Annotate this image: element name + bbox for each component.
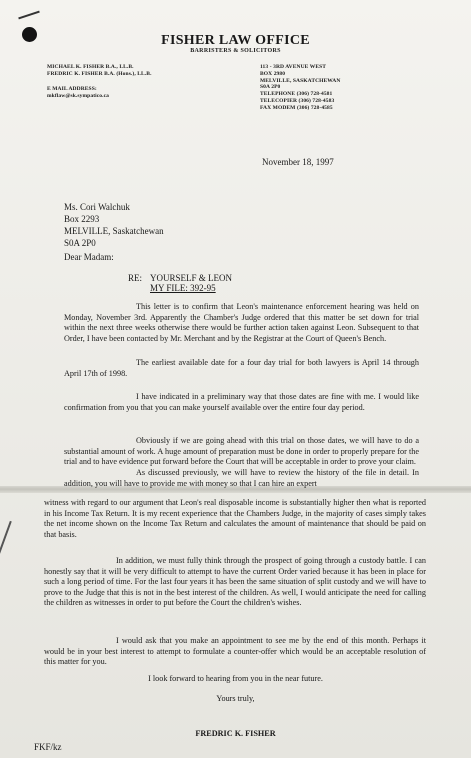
body-paragraph: I look forward to hearing from you in the near future. [148,674,323,683]
recipient-address [64,201,164,249]
letter-date: November 18, 1997 [262,157,334,167]
partners-block [47,64,152,78]
partner-line: FREDRIC K. FISHER B.A. (Hons.), LL.B. [47,70,152,77]
body-paragraph: Obviously if we are going ahead with this trial on those dates, we will have to do a substantial amount of work. A huge amount of preparation must be done in order to properly prepare for the trial and to have evidence put forward before the Court that will be acceptable in order to prove your claim. [64,436,419,467]
address-line: TELECOPIER (306) 728-4583 [260,97,335,104]
partner-line: MICHAEL K. FISHER B.A., LL.B. [47,64,134,70]
salutation: Dear Madam: [64,252,114,262]
pen-mark [0,521,12,559]
firm-name: FISHER LAW OFFICE [161,33,310,48]
pen-mark [18,11,40,20]
address-line: FAX MODEM (306) 728-4585 [260,104,333,111]
re-label: RE: [128,273,143,283]
email-address: mkflaw@sk.sympatico.ca [47,92,110,99]
firm-address-block [260,64,340,112]
recipient-line: MELVILLE, Saskatchewan [64,226,164,236]
recipient-line: Box 2293 [64,214,100,224]
firm-subtitle: BARRISTERS & SOLICITORS [190,48,281,54]
re-subject: YOURSELF & LEON [150,273,233,283]
body-paragraph: I have indicated in a preliminary way that those dates are fine with me. I would like confirmation from you that you can make yourself available over the entire four day period. [64,392,419,412]
address-line: 113 - 3RD AVENUE WEST [260,64,327,70]
body-paragraph: As discussed previously, we will have to review the history of the file in detail. In addition, you will have to provide me with money so that I can hire an expert [64,468,419,488]
email-block [47,86,109,100]
signatory-name: FREDRIC K. FISHER [195,729,276,738]
body-paragraph: In addition, we must fully think through the prospect of going through a custody battle. I can honestly say that it will be very difficult to attempt to have the current Order varied because it has been in place for such a long period of time. For the last four years it has been the same situation of split custody and we will have to prove to the Judge that this is not in the best interest of the children. As well, I would anticipate the need for calling the children as witnesses in order to put before the Court the children's wishes. [44,556,426,608]
recipient-line: Ms. Cori Walchuk [64,202,130,212]
body-paragraph: The earliest available date for a four day trial for both lawyers is April 14 through April 17th of 1998. [64,358,419,378]
address-line: S0A 2P0 [260,84,281,91]
address-line: BOX 2980 [260,70,286,77]
body-paragraph: This letter is to confirm that Leon's maintenance enforcement hearing was held on Monday, November 3rd. Apparently the Chamber's Judge ordered that this matter be set down for trial within the next three weeks otherwise there would be further action taken against Leon. Subsequent to that Order, I have been contacted by Mr. Merchant and by the Registrar at the Court of Queen's Bench. [64,302,419,343]
body-paragraph: witness with regard to our argument that Leon's real disposable income is substantially higher then what is reported in his Income Tax Return. It is my recent experience that the Chambers Judge, in the majority of cases simply takes the net income shown on the Income Tax Return and calculates the amount of maintenance that should be paid on that basis. [44,498,426,539]
re-file-number: MY FILE: 392-95 [150,283,216,293]
closing: Yours truly, [216,694,255,703]
address-line: MELVILLE, SASKATCHEWAN [260,77,341,84]
typist-initials: FKF/kz [34,742,62,752]
email-label: E MAIL ADDRESS: [47,86,97,92]
address-line: TELEPHONE (306) 728-4581 [260,91,333,98]
recipient-line: S0A 2P0 [64,238,96,248]
body-paragraph: I would ask that you make an appointment to see me by the end of this month. Perhaps it would be in your best interest to attempt to formulate a counter-offer which would be an acceptable resolution of this matter for you. [44,636,426,667]
